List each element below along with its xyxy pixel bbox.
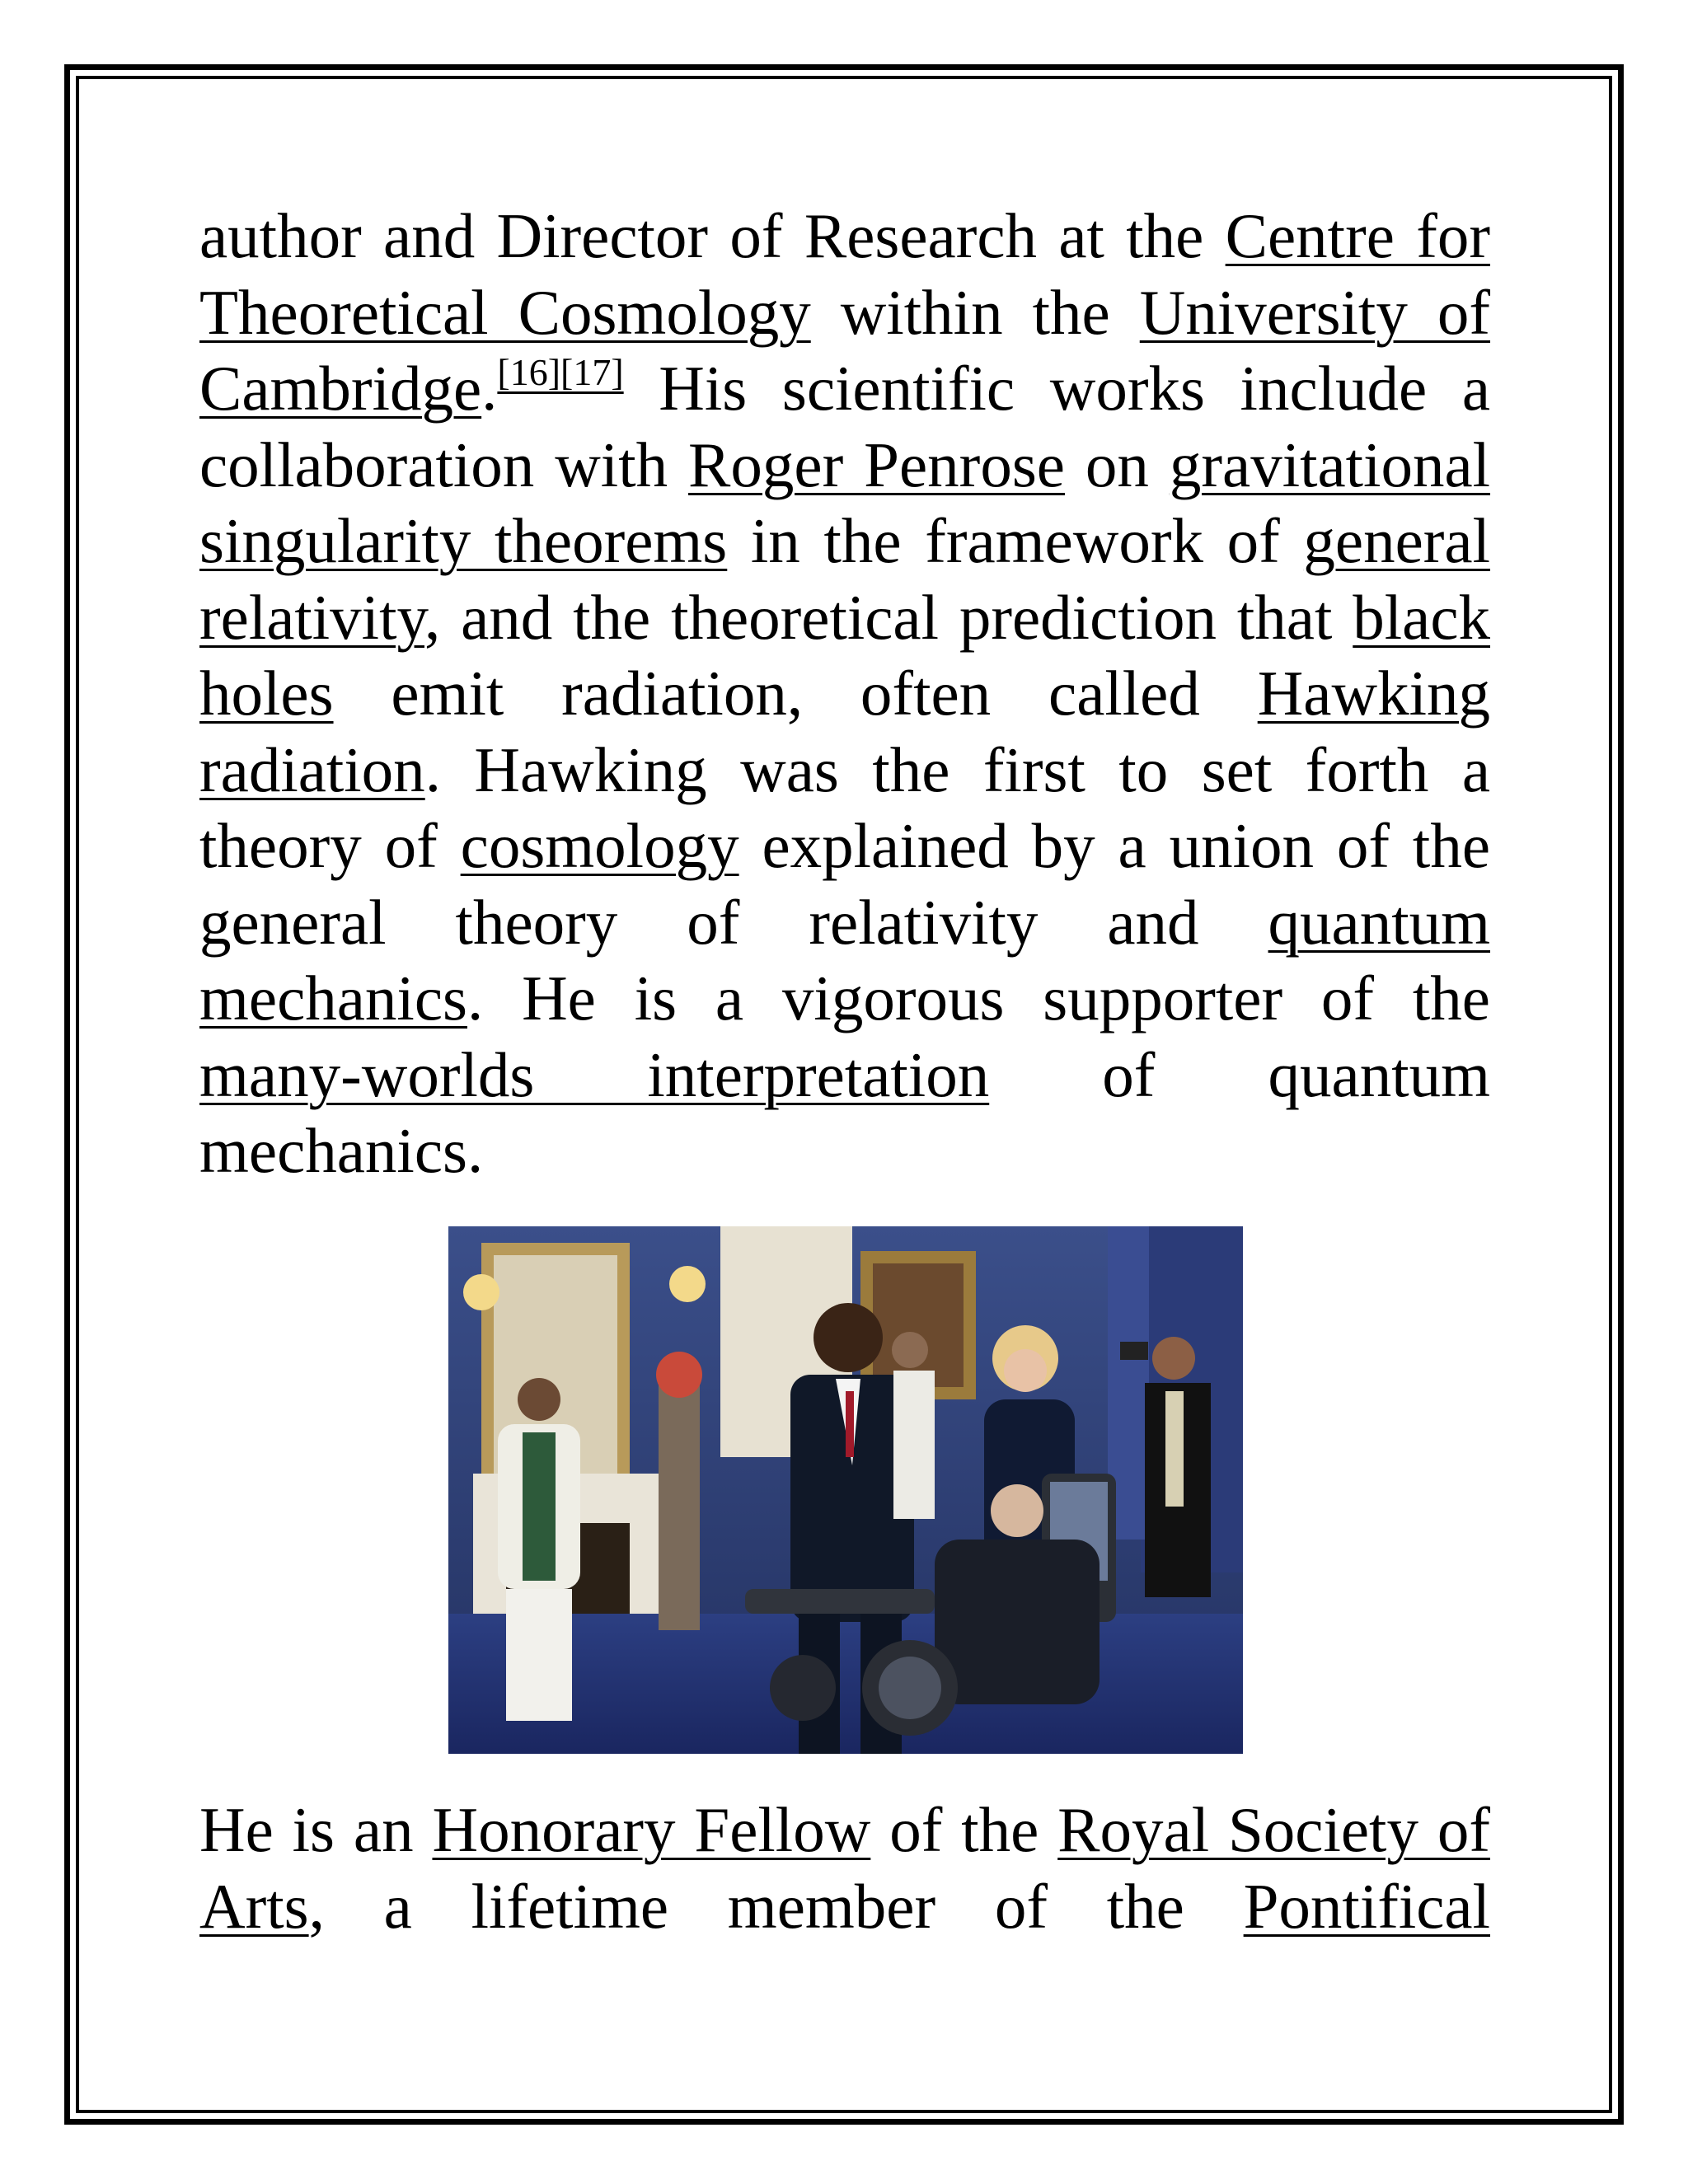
paragraph-text: within the <box>810 276 1140 348</box>
paragraph-text: of the <box>870 1794 1058 1865</box>
link-hawking-radiation[interactable]: Hawking radiation <box>199 658 1490 805</box>
link-general-relativity[interactable]: general relativity <box>199 505 1490 653</box>
link-royal-society-of-arts[interactable]: Royal Society of Arts <box>199 1794 1490 1942</box>
link-cosmology[interactable]: cosmology <box>460 810 739 881</box>
paragraph-text: . He is a vigorous supporter of the <box>467 963 1490 1033</box>
link-honorary-fellow[interactable]: Honorary Fellow <box>432 1794 871 1865</box>
link-pontifical[interactable]: Pontifical <box>1243 1870 1490 1942</box>
paragraph-text: on <box>1064 429 1170 500</box>
link-university-of-cambridge[interactable]: University of Cambridge <box>199 276 1491 424</box>
paragraph-text: of quantum mechanics. <box>199 1038 1490 1186</box>
link-centre-for-theoretical-cosmology[interactable]: Centre for Theoretical Cosmology <box>199 200 1490 348</box>
paragraph-text: His scientific works include a collaboration with <box>199 353 1490 500</box>
paragraph-2 <box>199 1792 1490 1944</box>
paragraph-text: emit radiation, often called <box>333 658 1258 729</box>
link-quantum-mechanics[interactable]: quantum mechanics <box>199 886 1490 1033</box>
link-black-holes[interactable]: black holes <box>199 581 1490 729</box>
paragraph-1 <box>199 198 1490 1189</box>
photo-illustration <box>448 1226 1243 1754</box>
paragraph-text: . <box>481 353 498 424</box>
link-gravitational-singularity-theorems[interactable]: gravitational singularity theorems <box>199 429 1491 576</box>
link-roger-penrose[interactable]: Roger Penrose <box>688 429 1065 500</box>
paragraph-text: , a lifetime member of the <box>308 1870 1244 1942</box>
citation-16[interactable]: [16] <box>497 351 561 393</box>
paragraph-text: in the framework of <box>727 505 1304 576</box>
paragraph-text: He is an <box>199 1794 433 1865</box>
paragraph-text: explained by a union of the general theory of relativity and <box>199 810 1490 958</box>
photo <box>448 1226 1243 1754</box>
link-many-worlds-interpretation[interactable]: many-worlds interpretation <box>199 1038 990 1110</box>
paragraph-text: , and the theoretical prediction that <box>424 581 1353 653</box>
paragraph-text: author and Director of Research at the <box>199 200 1226 271</box>
citation-17[interactable]: [17] <box>560 351 624 393</box>
paragraph-text: . Hawking was the first to set forth a theory of <box>199 733 1490 881</box>
